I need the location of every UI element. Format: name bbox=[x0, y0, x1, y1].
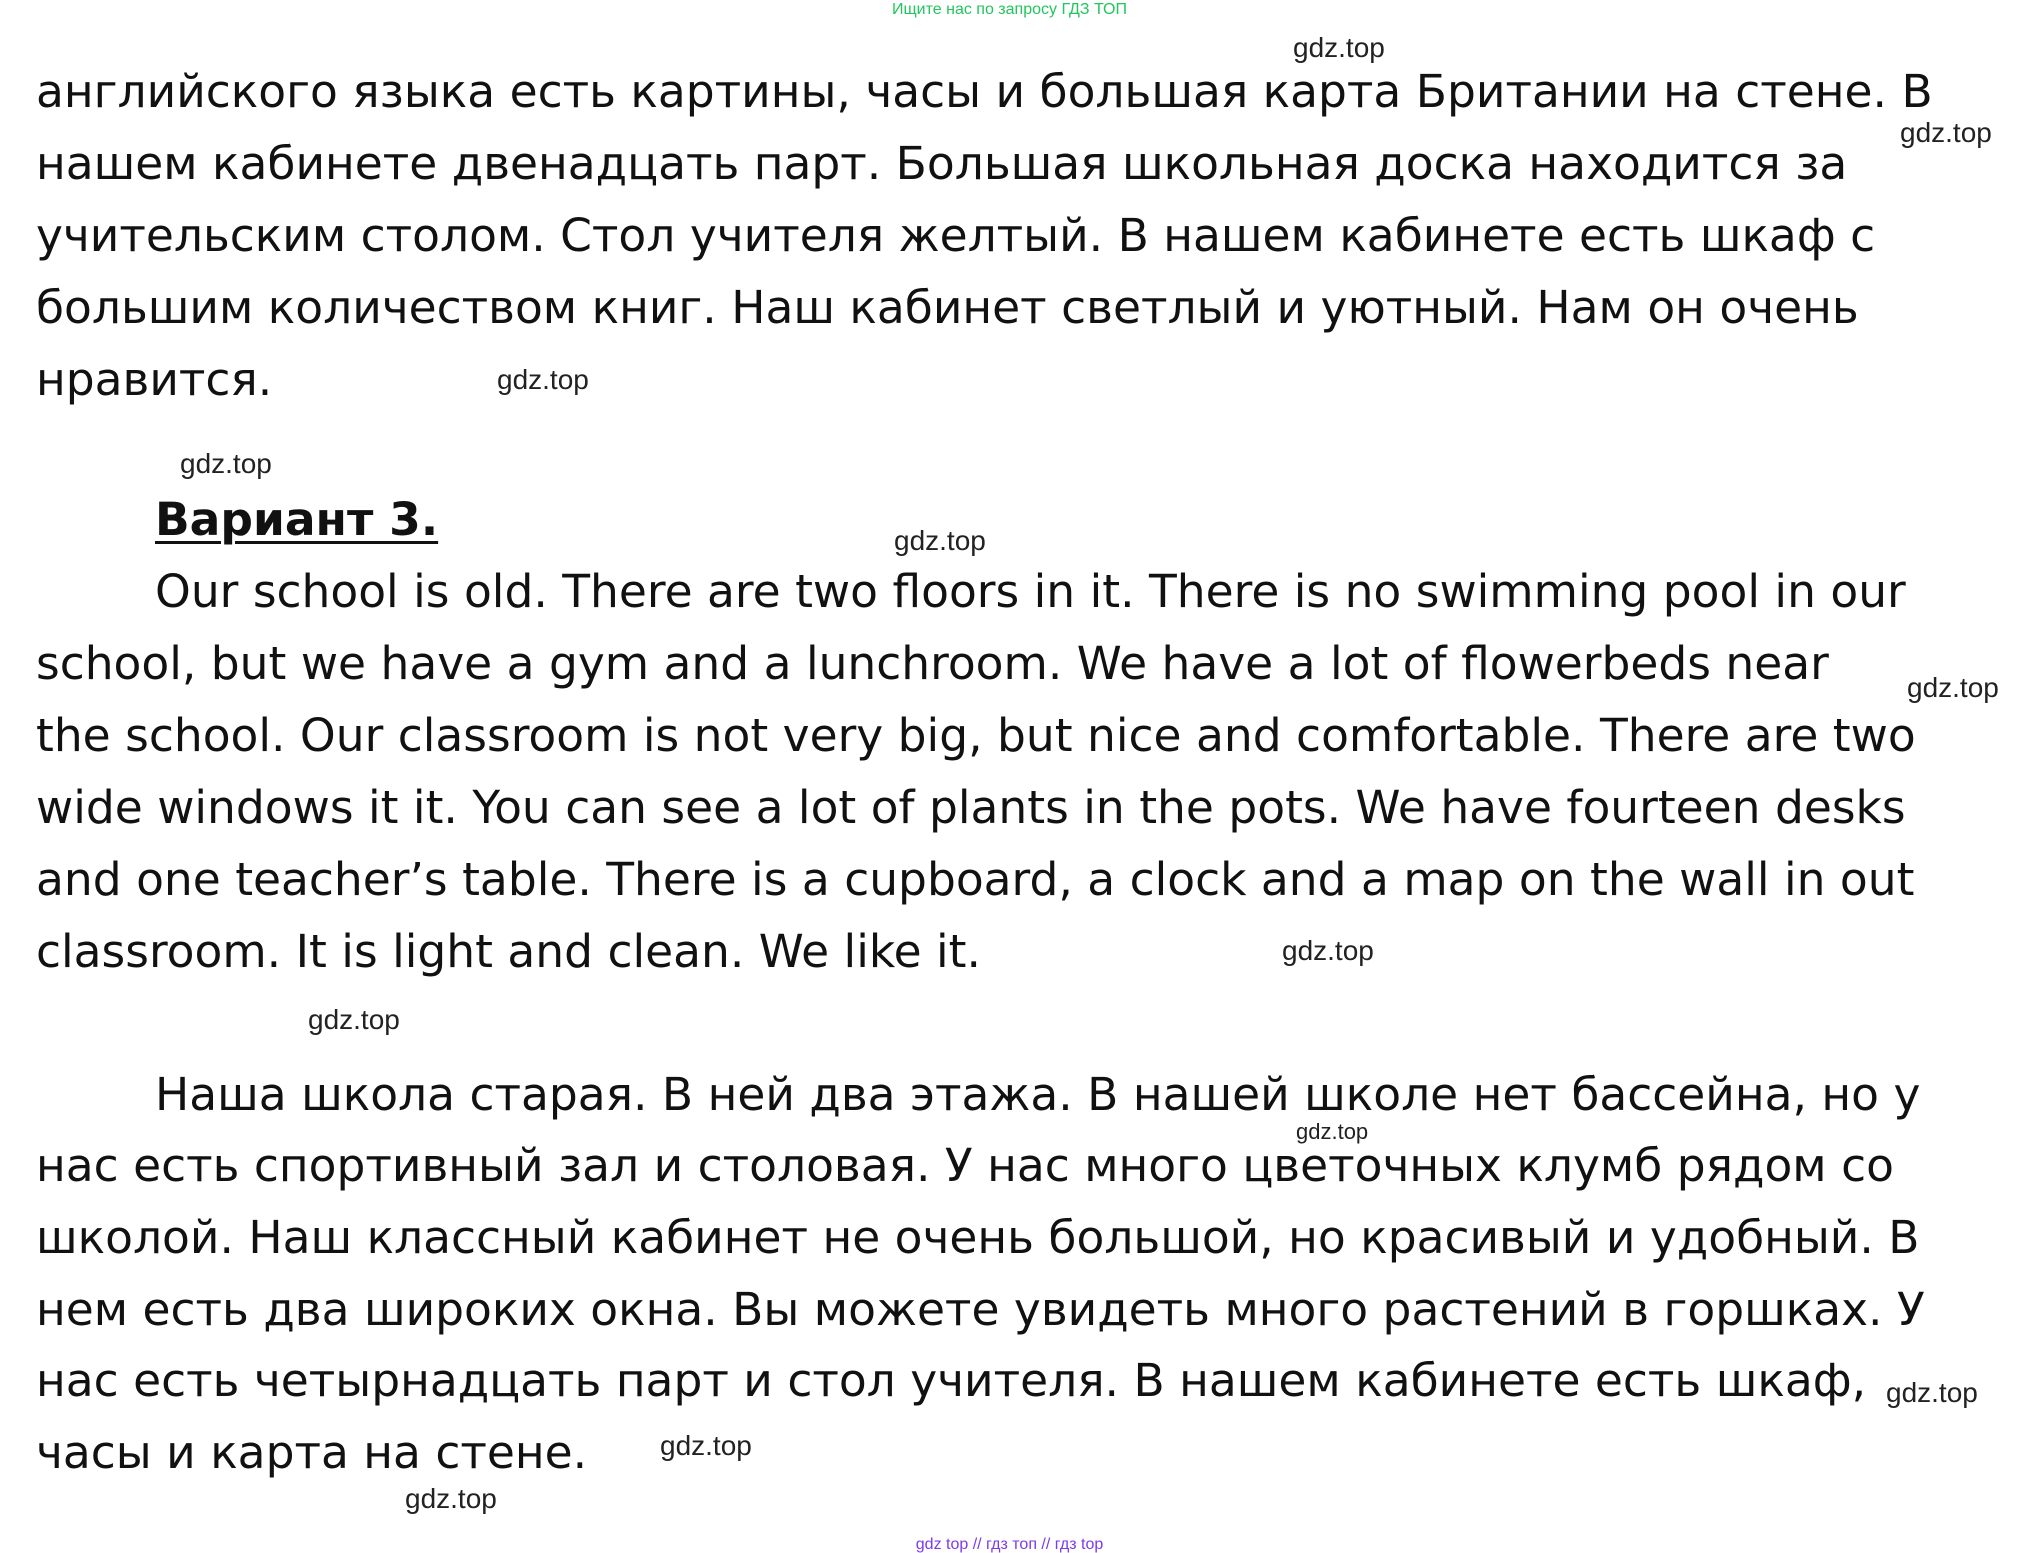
paragraph-line: нас есть четырнадцать парт и стол учителя. В нашем кабинете есть шкаф, bbox=[36, 1354, 1867, 1407]
watermark: gdz.top bbox=[405, 1483, 497, 1514]
watermark: gdz.top bbox=[308, 1004, 400, 1035]
watermark: gdz.top bbox=[180, 448, 272, 479]
watermark: gdz.top bbox=[1293, 32, 1385, 63]
paragraph-line: нас есть спортивный зал и столовая. У нас много цветочных клумб рядом со bbox=[36, 1139, 1894, 1192]
watermark: gdz.top bbox=[1282, 935, 1374, 966]
footer-links: gdz top // гдз топ // гдз top bbox=[915, 1536, 1104, 1553]
paragraph-line: учительским столом. Стол учителя желтый. В нашем кабинете есть шкаф с bbox=[36, 209, 1876, 262]
paragraph-line: wide windows it it. You can see a lot of plants in the pots. We have fourteen desks bbox=[36, 781, 1906, 834]
paragraph-line: and one teacher’s table. There is a cupboard, a clock and a map on the wall in out bbox=[36, 853, 1915, 906]
paragraph-line: нравится. bbox=[36, 353, 273, 406]
paragraph-line: classroom. It is light and clean. We like it. bbox=[36, 925, 981, 978]
paragraph-line: нашем кабинете двенадцать парт. Большая школьная доска находится за bbox=[36, 137, 1848, 190]
paragraph-line: нем есть два широких окна. Вы можете увидеть много растений в горшках. У bbox=[36, 1283, 1925, 1336]
watermark: gdz.top bbox=[497, 364, 589, 395]
watermark: gdz.top bbox=[660, 1430, 752, 1461]
paragraph-line: часы и карта на стене. bbox=[36, 1426, 588, 1479]
search-banner: Ищите нас по запросу ГДЗ ТОП bbox=[892, 1, 1127, 18]
watermark: gdz.top bbox=[1296, 1119, 1369, 1144]
paragraph-line: большим количеством книг. Наш кабинет светлый и уютный. Нам он очень bbox=[36, 281, 1859, 334]
watermark: gdz.top bbox=[1886, 1377, 1978, 1408]
paragraph-line: английского языка есть картины, часы и большая карта Британии на стене. В bbox=[36, 65, 1933, 118]
paragraph-line: Our school is old. There are two floors in it. There is no swimming pool in our bbox=[155, 565, 1906, 618]
variant-heading: Вариант 3. bbox=[155, 493, 439, 546]
paragraph-line: the school. Our classroom is not very big, but nice and comfortable. There are two bbox=[36, 709, 1916, 762]
paragraph-line: school, but we have a gym and a lunchroom. We have a lot of flowerbeds near bbox=[36, 637, 1829, 690]
watermark: gdz.top bbox=[1907, 672, 1999, 703]
paragraph-line: Наша школа старая. В ней два этажа. В нашей школе нет бассейна, но у bbox=[155, 1068, 1921, 1121]
watermark: gdz.top bbox=[894, 525, 986, 556]
paragraph-line: школой. Наш классный кабинет не очень большой, но красивый и удобный. В bbox=[36, 1211, 1920, 1264]
watermark: gdz.top bbox=[1900, 117, 1992, 148]
